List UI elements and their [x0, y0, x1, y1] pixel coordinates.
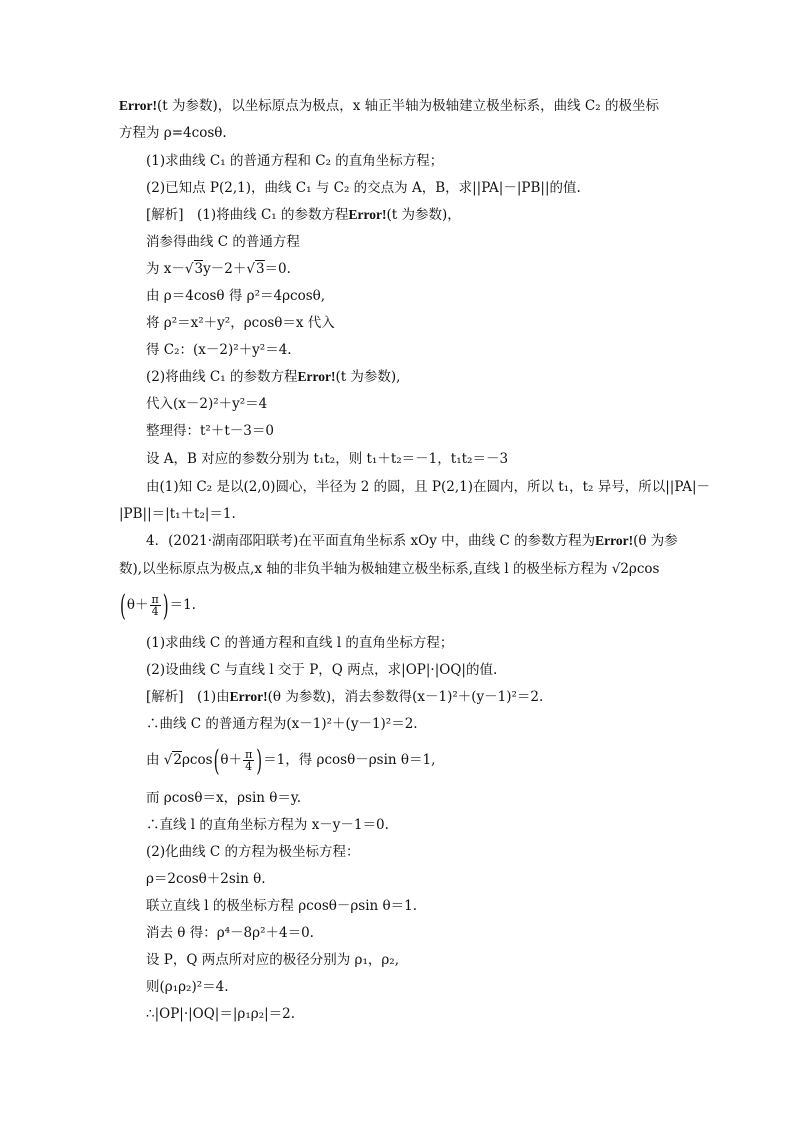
problem3-solution-line9: 整理得：t²＋t－3＝0: [146, 423, 274, 439]
sqrt-three: [185, 260, 203, 277]
problem4-solution-line9: 消去 θ 得：ρ⁴－8ρ²＋4＝0.: [146, 925, 314, 941]
problem3-intro-line1: Error!(t 为参数)，以坐标原点为极点，x 轴正半轴为极轴建立极坐标系，曲线 C₂ 的极坐标: [119, 98, 659, 114]
sqrt-three: [246, 260, 264, 277]
problem3-solution-line1: [解析] (1)将曲线 C₁ 的参数方程Error!(t 为参数)，: [146, 207, 461, 223]
problem4-solution-line5: ∴直线 l 的直角坐标方程为 x－y－1＝0.: [146, 817, 389, 833]
problem4-solution-line3: [146, 743, 436, 778]
numerator: π: [245, 748, 253, 761]
problem3-solution-line3: [146, 260, 291, 278]
problem3-solution-line12: |PB||＝|t₁＋t₂|＝1.: [119, 506, 236, 522]
problem3-solution-line5: 将 ρ²＝x²＋y²，ρcosθ＝x 代入: [146, 315, 335, 331]
sqrt-sign: √: [163, 752, 173, 768]
text-segment: ＝0.: [264, 261, 291, 277]
text-segment: ρcos: [182, 752, 213, 768]
problem4-heading-line3: [119, 588, 196, 623]
left-paren: (: [213, 743, 220, 778]
text-segment: 为 x－: [146, 261, 185, 277]
problem4-heading-line1: 4．(2021·湖南邵阳联考)在平面直角坐标系 xOy 中，曲线 C 的参数方程为Error!(θ 为参: [146, 533, 678, 549]
problem3-intro-line2: 方程为 ρ=4cosθ.: [119, 125, 227, 141]
problem4-solution-line12: ∴|OP|·|OQ|＝|ρ₁ρ₂|＝2.: [146, 1006, 296, 1022]
problem4-solution-line8: 联立直线 l 的极坐标方程 ρcosθ－ρsin θ＝1.: [146, 898, 418, 914]
text-segment: ＝1，得 ρcosθ－ρsin θ＝1,: [263, 752, 436, 768]
problem4-solution-line7: ρ＝2cosθ＋2sin θ.: [146, 871, 266, 887]
sqrt-two: [164, 751, 182, 768]
problem4-heading-line2: 数),以坐标原点为极点,x 轴的非负半轴为极轴建立极坐标系,直线 l 的极坐标方程为 √2ρcos: [119, 561, 660, 577]
text-segment: θ＋: [126, 597, 149, 613]
radicand: 3: [194, 261, 204, 277]
problem3-solution-line7: (2)将曲线 C₁ 的参数方程Error!(t 为参数),: [146, 369, 401, 385]
radicand: 2: [173, 752, 182, 768]
problem4-solution-line6: (2)化曲线 C 的方程为极坐标方程：: [146, 844, 360, 860]
problem3-solution-line11: 由(1)知 C₂ 是以(2,0)圆心，半径为 2 的圆，且 P(2,1)在圆内，所以 t₁，t₂ 异号，所以||PA|－: [146, 479, 710, 495]
problem3-question2: (2)已知点 P(2,1)，曲线 C₁ 与 C₂ 的交点为 A，B，求||PA|－|PB||的值.: [146, 180, 581, 196]
problem3-solution-line6: 得 C₂：(x－2)²＋y²＝4.: [146, 342, 292, 358]
text-segment: θ＋: [220, 752, 243, 768]
left-paren: (: [120, 588, 126, 623]
denominator: 4: [151, 605, 159, 618]
fraction-pi-over-4: [243, 749, 254, 772]
problem4-solution-line2: ∴曲线 C 的普通方程为(x－1)²＋(y－1)²＝2.: [146, 716, 418, 732]
problem4-solution-line11: 则(ρ₁ρ₂)²＝4.: [146, 979, 229, 995]
error-mark: Error!: [297, 369, 336, 384]
sqrt-sign: √: [184, 261, 194, 277]
right-paren: ): [162, 588, 169, 623]
denominator: 4: [245, 760, 253, 773]
problem4-solution-line10: 设 P，Q 两点所对应的极径分别为 ρ₁，ρ₂,: [146, 952, 400, 968]
problem3-solution-line4: 由 ρ＝4cosθ 得 ρ²＝4ρcosθ,: [146, 288, 326, 304]
text-segment: ＝1.: [169, 597, 196, 613]
problem3-solution-line8: 代入(x－2)²＋y²＝4: [146, 396, 268, 412]
problem4-question2: (2)设曲线 C 与直线 l 交于 P，Q 两点，求|OP|·|OQ|的值.: [146, 662, 498, 678]
problem4-solution-line1: [解析] (1)由Error!(θ 为参数)，消去参数得(x－1)²＋(y－1)²＝2.: [146, 689, 544, 705]
fraction-pi-over-4: [150, 594, 161, 617]
error-mark: Error!: [229, 689, 268, 704]
text-segment: y－2＋: [203, 261, 247, 277]
problem4-solution-line4: 而 ρcosθ＝x，ρsin θ＝y.: [146, 790, 302, 806]
problem3-question1: (1)求曲线 C₁ 的普通方程和 C₂ 的直角坐标方程；: [146, 153, 444, 169]
numerator: π: [151, 593, 159, 606]
error-mark: Error!: [119, 98, 157, 113]
problem3-solution-line10: 设 A，B 对应的参数分别为 t₁t₂，则 t₁＋t₂＝－1，t₁t₂＝－3: [146, 451, 509, 467]
error-mark: Error!: [595, 533, 634, 548]
problem3-solution-line2: 消参得曲线 C 的普通方程: [146, 234, 300, 250]
right-paren: ): [256, 743, 263, 778]
radicand: 3: [255, 261, 265, 277]
text-segment: 由: [146, 752, 164, 768]
sqrt-sign: √: [246, 261, 255, 277]
error-mark: Error!: [348, 207, 387, 222]
problem4-question1: (1)求曲线 C 的普通方程和直线 l 的直角坐标方程；: [146, 635, 454, 651]
